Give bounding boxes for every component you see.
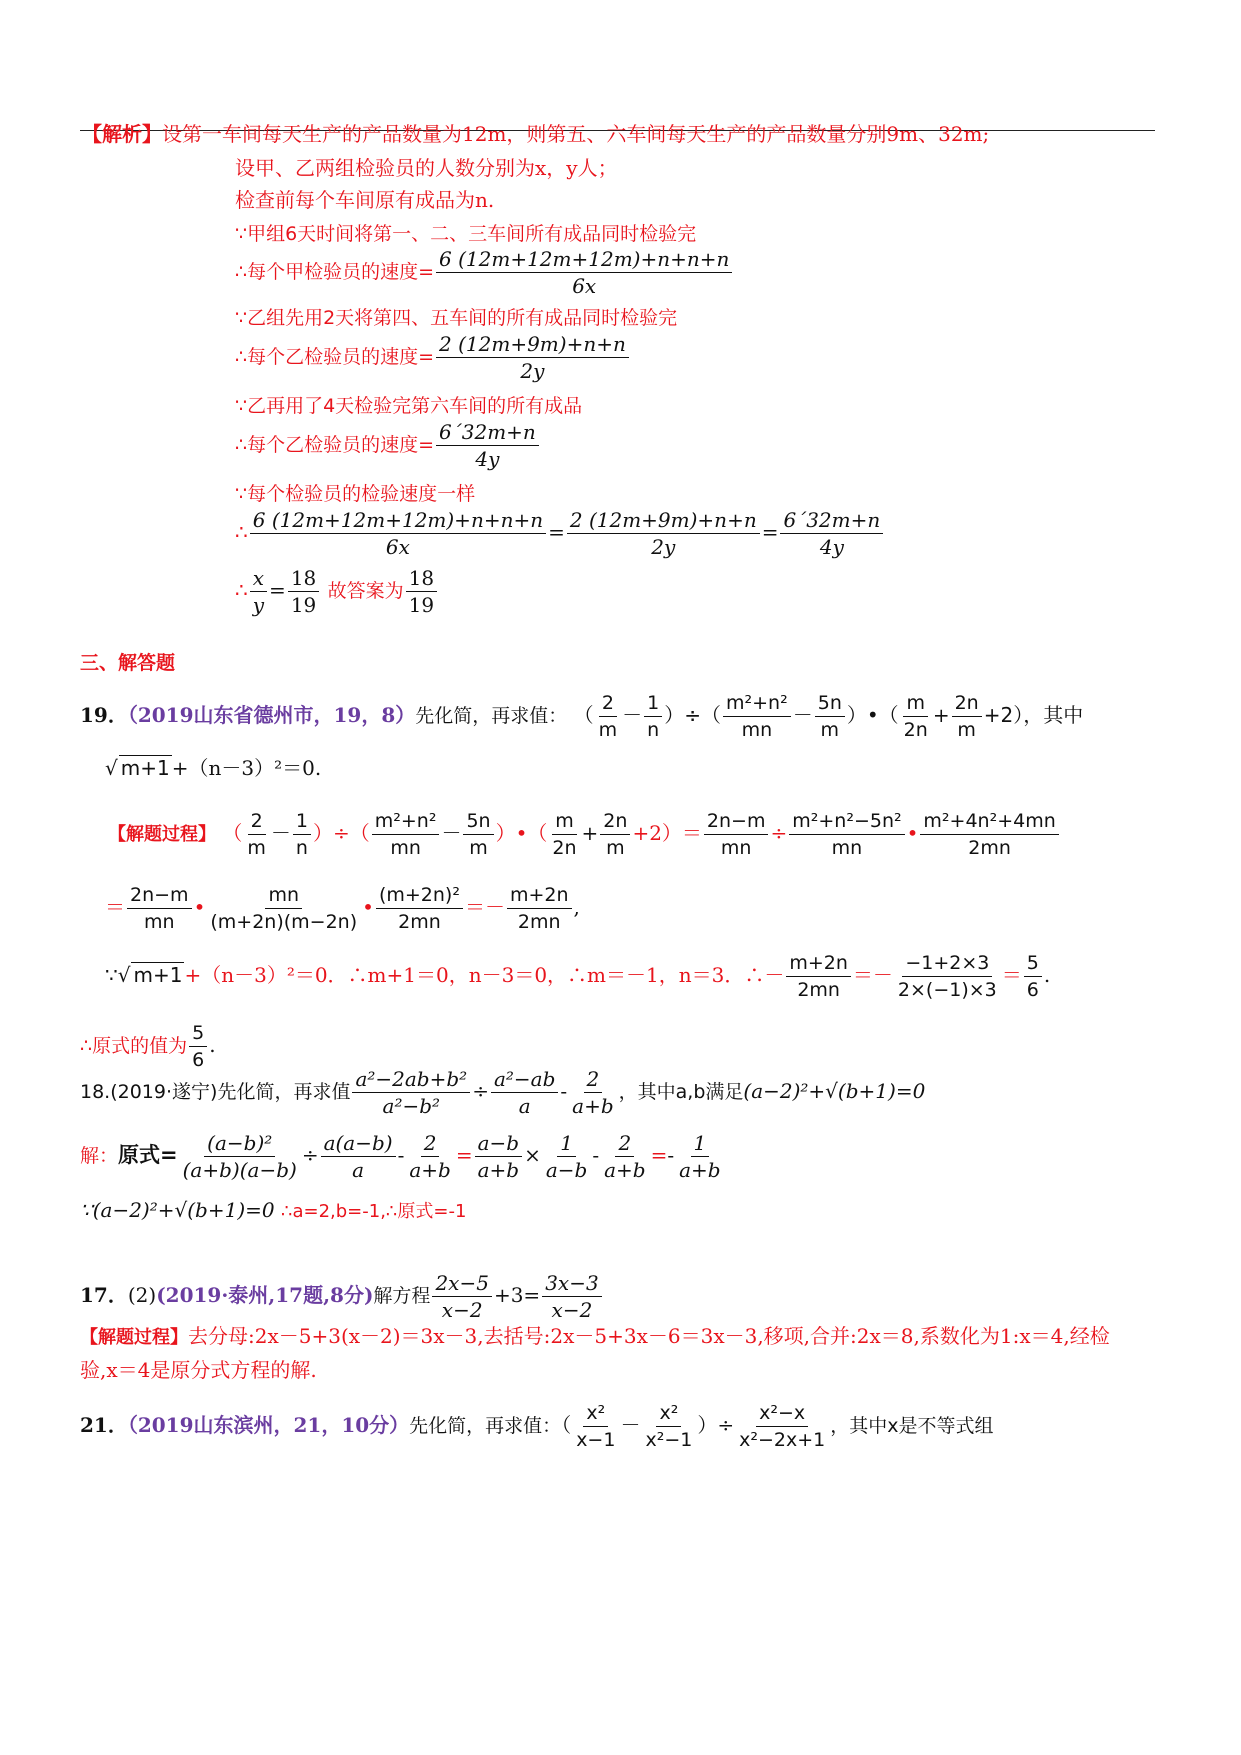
analysis-line-8: ∵乙再用了4天检验完第六车间的所有成品 <box>235 395 583 417</box>
q19-solution-step3: ∵ √ m+1 +（n－3）²＝0．∴m+1＝0，n－3＝0，∴m＝－1，n＝3．∴－ $\frac{m+2n}{2mn}$ ＝－ $\frac{-1+2\times 3}{2\times(-1)\times 3}$ ＝ $\frac{5}{6}$ . <box>105 950 1050 1003</box>
q21-prompt: 21．（2019山东滨州，21，10分）先化简，再求值：（ $\frac{\text{x²}}{x-1}$ － $\frac{\text{x²}}{\text{x²−1}}$ ）÷ $\frac{\text{x²−x}}{\text{x²−2x+1}}$ ，其中x是不等式组 <box>80 1402 994 1451</box>
q17-prompt: 17．(2)(2019·泰州,17题,8分)解方程 $\frac{2x-5}{x-2}$ +3= $\frac{3x-3}{x-2}$ <box>80 1270 604 1323</box>
section-title: 三、解答题 <box>80 652 176 674</box>
analysis-line-4: ∵甲组6天时间将第一、二、三车间所有成品同时检验完 <box>235 223 697 245</box>
analysis-label: 【解析】 <box>82 122 162 146</box>
q19-final: ∴原式的值为 $\frac{5}{6}$ . <box>80 1022 216 1071</box>
q17-solution-line-1: 【解题过程】去分母:2x－5+3(x－2)＝3x－3,去括号:2x－5+3x－6＝3x－3,移项,合并:2x＝8,系数化为1:x＝4,经检 <box>80 1324 1110 1348</box>
q18-result: ∵(a−2)²+√(b+1)=0 ∴a=2,b=-1,∴原式=-1 <box>80 1198 467 1222</box>
fraction-jia-speed: $\frac{6 (12m+12m+12m)+n+n+n}{6x}$ <box>436 246 732 299</box>
analysis-line-5: ∴每个甲检验员的速度= $\frac{6 (12m+12m+12m)+n+n+n}{6x}$ <box>235 246 734 299</box>
q19-solution-step2: ＝ $\frac{2n-m}{mn}$ • $\frac{mn}{(m+2n)(m-2n)}$ • $\frac{\text{(m+2n)²}}{2mn}$ ＝－ $\frac{m+2n}{2mn}$ , <box>105 884 580 933</box>
q19-prompt: 19．（2019山东省德州市，19，8）先化简，再求值： （ $\frac{2}{m}$ － $\frac{1}{n}$ ）÷（ $\frac{\text{m²+n²}}{mn}$ － $\frac{5n}{m}$ ）•（ $\frac{m}{2n}$ + $\frac{2n}{m}$ +2），其中 <box>80 692 1084 741</box>
analysis-line-1: 【解析】设第一车间每天生产的产品数量为12m，则第五、六车间每天生产的产品数量分别9m、32m; <box>82 122 990 146</box>
analysis-line-6: ∵乙组先用2天将第四、五车间的所有成品同时检验完 <box>235 307 678 329</box>
q19-condition: √ m+1 +（n－3）²＝0. <box>105 754 321 782</box>
analysis-line-7: ∴每个乙检验员的速度= $\frac{2 (12m+9m)+n+n}{2y}$ <box>235 331 631 384</box>
fraction-yi-speed-1: $\frac{2 (12m+9m)+n+n}{2y}$ <box>436 331 629 384</box>
q18-solution: 解：原式= $\frac{\text{(a−b)²}}{(a+b)(a-b)}$ ÷ $\frac{a(a-b)}{a}$ - $\frac{2}{a+b}$ = $\frac{a-b}{a+b}$ × $\frac{1}{a-b}$ - $\frac{2}{a+b}$ =- $\frac{1}{a+b}$ <box>80 1131 721 1182</box>
analysis-line-3: 检查前每个车间原有成品为n. <box>235 188 495 212</box>
analysis-line-9: ∴每个乙检验员的速度= $\frac{6´32m+n}{4y}$ <box>235 419 541 472</box>
q17-solution-line-2: 验,x＝4是原分式方程的解. <box>80 1358 317 1382</box>
fraction-yi-speed-2: $\frac{6´32m+n}{4y}$ <box>436 419 539 472</box>
analysis-answer: ∴ $\frac{x}{y}$ = $\frac{18}{19}$ 故答案为 $\frac{18}{19}$ <box>235 565 439 618</box>
analysis-line-10: ∵每个检验员的检验速度一样 <box>235 483 476 505</box>
analysis-equation: ∴ $\frac{6 (12m+12m+12m)+n+n+n}{6x}$ = $\frac{2 (12m+9m)+n+n}{2y}$ = $\frac{6´32m+n}{4y}$ <box>235 507 885 560</box>
q19-solution-step1: 【解题过程】 （ $\frac{2}{m}$ － $\frac{1}{n}$ ）÷（ $\frac{\text{m²+n²}}{mn}$ － $\frac{5n}{m}$ ）•（ $\frac{m}{2n}$ + $\frac{2n}{m}$ +2）＝ $\frac{2n-m}{mn}$ ÷ $\frac{\text{m²+n²−5n²}}{mn}$ • $\frac{\text{m²+4n²+4mn}}{2mn}$ <box>108 808 1061 861</box>
q18-prompt: 18.(2019·遂宁)先化简，再求值 $\frac{\text{a²−2ab+b²}}{\text{a²−b²}}$ ÷ $\frac{\text{a²−ab}}{a}$ - $\frac{2}{a+b}$ ，其中a,b满足(a−2)²+√(b+1)=0 <box>80 1067 926 1118</box>
analysis-line-2: 设甲、乙两组检验员的人数分别为x，y人； <box>235 156 618 180</box>
